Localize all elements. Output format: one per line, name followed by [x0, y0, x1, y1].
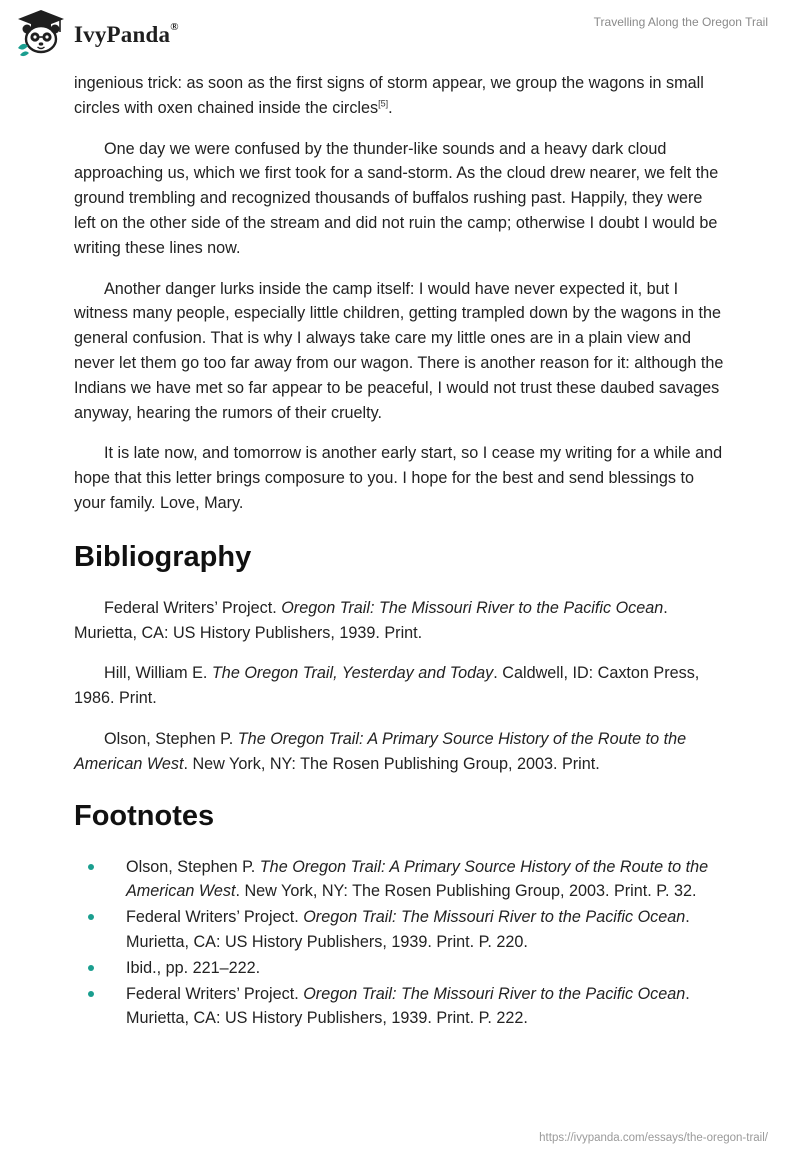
bullet-icon — [88, 864, 94, 870]
bibliography-entry: Hill, William E. The Oregon Trail, Yesterday and Today. Caldwell, ID: Caxton Press, 1986. Print. — [74, 664, 700, 708]
bibliography-list — [74, 596, 724, 777]
footnote-item: Federal Writers’ Project. Oregon Trail: The Missouri River to the Pacific Ocean. Murietta, CA: US History Publishers, 1939. Print. P. 220. — [74, 905, 724, 955]
bullet-icon — [88, 991, 94, 997]
footnotes-list — [74, 855, 724, 1032]
page-url[interactable]: https://ivypanda.com/essays/the-oregon-trail/ — [539, 1132, 768, 1144]
bullet-icon — [88, 965, 94, 971]
paragraph-2: One day we were confused by the thunder-like sounds and a heavy dark cloud approaching us, which we first took for a sand-storm. As the cloud drew nearer, we felt the ground trembling and recognized thousands of buffalos rushing past. Happily, they were left on the other side of the stream and did not ruin the camp; otherwise I doubt I would be writing these lines now. — [74, 139, 719, 257]
footnotes-heading: Footnotes — [74, 799, 215, 832]
essay-content — [74, 71, 724, 1032]
bibliography-entry: Olson, Stephen P. The Oregon Trail: A Primary Source History of the Route to the American West. New York, NY: The Rosen Publishing Group, 2003. Print. — [74, 729, 687, 773]
panda-graduate-icon — [14, 8, 68, 58]
document-title: Travelling Along the Oregon Trail — [593, 15, 768, 29]
page-header — [0, 0, 800, 70]
bibliography-entry: Federal Writers’ Project. Oregon Trail: The Missouri River to the Pacific Ocean. Murietta, CA: US History Publishers, 1939. Print. — [74, 598, 668, 642]
paragraph-3: Another danger lurks inside the camp itself: I would have never expected it, but I witness many people, especially little children, getting trampled down by the wagons in the general confusion. That is why I always take care my little ones are in a plain view and never let them go too far away from our wagon. There is another reason for it: although the Indians we have met so far appear to be peaceful, I would not trust these daubed savages anyway, hearing the rumors of their cruelty. — [74, 279, 724, 422]
bibliography-heading: Bibliography — [74, 540, 252, 573]
footnote-item: Federal Writers’ Project. Oregon Trail: The Missouri River to the Pacific Ocean. Murietta, CA: US History Publishers, 1939. Print. P. 222. — [74, 982, 724, 1032]
bullet-icon — [88, 914, 94, 920]
footnote-item: Ibid., pp. 221–222. — [74, 956, 724, 981]
footnote-item: Olson, Stephen P. The Oregon Trail: A Primary Source History of the Route to the American West. New York, NY: The Rosen Publishing Group, 2003. Print. P. 32. — [74, 855, 724, 905]
paragraph-1: ingenious trick: as soon as the first signs of storm appear, we group the wagons in small circles with oxen chained inside the circles[5]. — [74, 74, 704, 117]
paragraph-4: It is late now, and tomorrow is another early start, so I cease my writing for a while and hope that this letter brings composure to you. I hope for the best and send blessings to your family. Love, Mary. — [74, 444, 723, 512]
registered-mark: ® — [170, 21, 179, 34]
brand-logo[interactable] — [14, 8, 179, 58]
footnote-ref-5[interactable]: [5] — [378, 98, 389, 109]
brand-name: IvyPanda® — [74, 21, 179, 47]
